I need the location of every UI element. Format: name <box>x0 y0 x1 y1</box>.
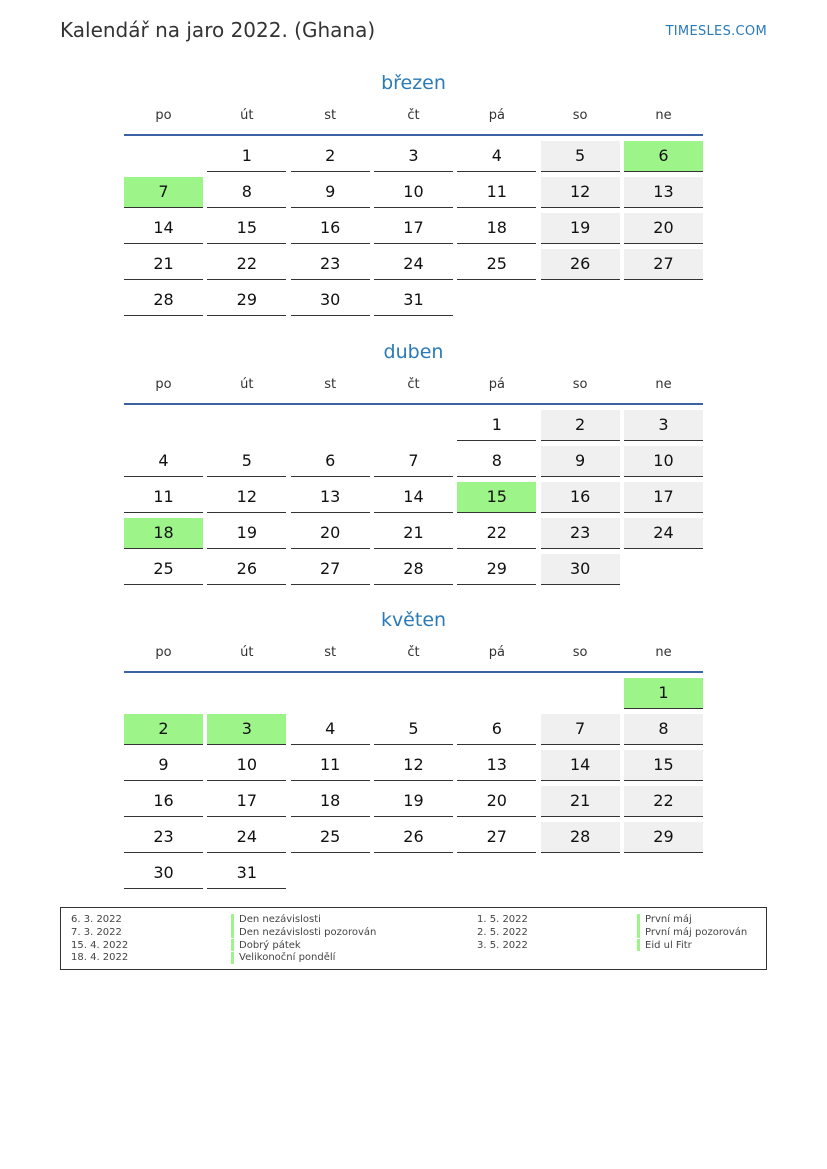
weekend-day-cell: 29 <box>624 822 703 853</box>
weekend-day-cell: 17 <box>624 482 703 513</box>
weekday-header <box>124 643 703 663</box>
empty-day-cell <box>124 410 203 441</box>
holiday-legend <box>60 907 767 970</box>
week-row <box>124 822 703 858</box>
weekend-day-cell: 8 <box>624 714 703 745</box>
weekday-label: čt <box>407 645 420 660</box>
legend-holiday-name: První máj <box>645 914 692 925</box>
legend-item <box>71 913 321 926</box>
day-cell: 4 <box>291 714 370 745</box>
holiday-color-marker <box>231 952 234 964</box>
holiday-day-cell: 18 <box>124 518 203 549</box>
day-cell: 28 <box>124 285 203 316</box>
legend-holiday-name: Eid ul Fitr <box>645 939 692 951</box>
weekend-day-cell: 9 <box>541 446 620 477</box>
legend-item <box>71 951 335 964</box>
empty-day-cell <box>374 858 453 889</box>
legend-date: 6. 3. 2022 <box>71 914 122 925</box>
day-cell: 5 <box>374 714 453 745</box>
weekend-day-cell: 28 <box>541 822 620 853</box>
day-cell: 7 <box>374 446 453 477</box>
site-link[interactable]: TIMESLES.COM <box>665 24 767 39</box>
day-cell: 12 <box>374 750 453 781</box>
month-name: květen <box>380 609 447 631</box>
empty-day-cell <box>624 858 703 889</box>
day-cell: 12 <box>207 482 286 513</box>
day-cell: 3 <box>374 141 453 172</box>
empty-day-cell <box>457 678 536 709</box>
weekend-day-cell: 24 <box>624 518 703 549</box>
day-cell: 17 <box>207 786 286 817</box>
header-divider <box>124 403 703 405</box>
week-row <box>124 858 703 894</box>
weekend-day-cell: 21 <box>541 786 620 817</box>
holiday-day-cell: 6 <box>624 141 703 172</box>
weekend-day-cell: 19 <box>541 213 620 244</box>
legend-date: 3. 5. 2022 <box>477 939 528 951</box>
day-cell: 18 <box>291 786 370 817</box>
week-row <box>124 141 703 177</box>
weekday-label: so <box>572 108 588 123</box>
day-cell: 25 <box>124 554 203 585</box>
weekday-label: st <box>324 377 337 392</box>
legend-date: 18. 4. 2022 <box>71 952 129 964</box>
legend-holiday-name: Dobrý pátek <box>239 939 301 951</box>
legend-holiday-name: První máj pozorován <box>645 926 748 938</box>
day-cell: 24 <box>207 822 286 853</box>
day-cell: 17 <box>374 213 453 244</box>
day-cell: 23 <box>124 822 203 853</box>
legend-item <box>71 926 376 939</box>
day-cell: 9 <box>124 750 203 781</box>
day-cell: 10 <box>207 750 286 781</box>
weekend-day-cell: 20 <box>624 213 703 244</box>
legend-holiday-name: Velikonoční pondělí <box>239 952 336 964</box>
week-row <box>124 518 703 554</box>
empty-day-cell <box>291 410 370 441</box>
day-cell: 4 <box>457 141 536 172</box>
empty-day-cell <box>541 678 620 709</box>
week-row <box>124 446 703 482</box>
legend-holiday-name: Den nezávislosti pozorován <box>239 926 377 938</box>
day-cell: 28 <box>374 554 453 585</box>
legend-date: 7. 3. 2022 <box>71 926 122 938</box>
month-block <box>124 68 703 321</box>
weekend-day-cell: 23 <box>541 518 620 549</box>
legend-item <box>477 926 747 939</box>
week-row <box>124 786 703 822</box>
month-block <box>124 337 703 590</box>
weekend-day-cell: 27 <box>624 249 703 280</box>
weekday-label: ne <box>655 377 672 392</box>
empty-day-cell <box>457 858 536 889</box>
weekend-day-cell: 5 <box>541 141 620 172</box>
day-cell: 21 <box>124 249 203 280</box>
week-row <box>124 714 703 750</box>
day-cell: 26 <box>374 822 453 853</box>
day-cell: 14 <box>124 213 203 244</box>
day-cell: 19 <box>207 518 286 549</box>
weekday-label: pá <box>488 377 505 392</box>
day-cell: 13 <box>291 482 370 513</box>
header-divider <box>124 134 703 136</box>
holiday-day-cell: 1 <box>624 678 703 709</box>
day-cell: 19 <box>374 786 453 817</box>
empty-day-cell <box>541 285 620 316</box>
day-cell: 2 <box>291 141 370 172</box>
day-cell: 1 <box>207 141 286 172</box>
day-cell: 20 <box>291 518 370 549</box>
weekday-label: po <box>155 108 172 123</box>
weekend-day-cell: 12 <box>541 177 620 208</box>
page-title: Kalendář na jaro 2022. (Ghana) <box>60 18 376 42</box>
day-cell: 31 <box>374 285 453 316</box>
weekend-day-cell: 16 <box>541 482 620 513</box>
empty-day-cell <box>291 678 370 709</box>
empty-day-cell <box>207 410 286 441</box>
weekday-label: st <box>324 108 337 123</box>
day-cell: 13 <box>457 750 536 781</box>
day-cell: 29 <box>207 285 286 316</box>
day-cell: 6 <box>291 446 370 477</box>
weekday-header <box>124 375 703 395</box>
week-row <box>124 482 703 518</box>
weekend-day-cell: 2 <box>541 410 620 441</box>
holiday-color-marker <box>637 914 640 926</box>
legend-holiday-name: Den nezávislosti <box>239 914 321 925</box>
weekend-day-cell: 15 <box>624 750 703 781</box>
month-name: duben <box>383 341 444 363</box>
weekend-day-cell: 30 <box>541 554 620 585</box>
day-cell: 29 <box>457 554 536 585</box>
week-row <box>124 410 703 446</box>
day-cell: 11 <box>457 177 536 208</box>
day-cell: 16 <box>124 786 203 817</box>
weekday-label: pá <box>488 108 505 123</box>
weekend-day-cell: 10 <box>624 446 703 477</box>
week-row <box>124 177 703 213</box>
day-cell: 6 <box>457 714 536 745</box>
weekday-label: út <box>240 108 254 123</box>
empty-day-cell <box>624 285 703 316</box>
weekend-day-cell: 14 <box>541 750 620 781</box>
month-block <box>124 605 703 894</box>
weekday-label: út <box>240 377 254 392</box>
weekend-day-cell: 3 <box>624 410 703 441</box>
week-row <box>124 678 703 714</box>
empty-day-cell <box>207 678 286 709</box>
week-row <box>124 285 703 321</box>
weekday-label: čt <box>407 377 420 392</box>
holiday-color-marker <box>231 926 234 938</box>
day-cell: 18 <box>457 213 536 244</box>
day-cell: 30 <box>291 285 370 316</box>
day-cell: 9 <box>291 177 370 208</box>
day-cell: 30 <box>124 858 203 889</box>
week-row <box>124 249 703 285</box>
day-cell: 22 <box>457 518 536 549</box>
empty-day-cell <box>124 141 203 172</box>
day-cell: 8 <box>457 446 536 477</box>
weekend-day-cell: 22 <box>624 786 703 817</box>
day-cell: 22 <box>207 249 286 280</box>
legend-date: 1. 5. 2022 <box>477 914 528 925</box>
holiday-day-cell: 15 <box>457 482 536 513</box>
weekday-label: ne <box>655 645 672 660</box>
header-divider <box>124 671 703 673</box>
weekday-label: so <box>572 645 588 660</box>
day-cell: 27 <box>457 822 536 853</box>
day-cell: 1 <box>457 410 536 441</box>
day-cell: 31 <box>207 858 286 889</box>
weekday-label: st <box>324 645 337 660</box>
day-cell: 11 <box>124 482 203 513</box>
day-cell: 4 <box>124 446 203 477</box>
weekday-label: pá <box>488 645 505 660</box>
empty-day-cell <box>624 554 703 585</box>
weekday-label: ne <box>655 108 672 123</box>
empty-day-cell <box>374 410 453 441</box>
legend-date: 2. 5. 2022 <box>477 926 528 938</box>
holiday-color-marker <box>231 914 234 926</box>
day-cell: 16 <box>291 213 370 244</box>
month-name: březen <box>381 72 446 94</box>
weekend-day-cell: 7 <box>541 714 620 745</box>
legend-item <box>71 939 301 952</box>
holiday-day-cell: 7 <box>124 177 203 208</box>
weekday-label: čt <box>407 108 420 123</box>
day-cell: 24 <box>374 249 453 280</box>
day-cell: 25 <box>291 822 370 853</box>
day-cell: 25 <box>457 249 536 280</box>
legend-item <box>477 913 692 926</box>
day-cell: 5 <box>207 446 286 477</box>
holiday-day-cell: 3 <box>207 714 286 745</box>
holiday-color-marker <box>637 926 640 938</box>
holiday-day-cell: 2 <box>124 714 203 745</box>
weekday-label: po <box>155 377 172 392</box>
weekend-day-cell: 26 <box>541 249 620 280</box>
empty-day-cell <box>291 858 370 889</box>
empty-day-cell <box>374 678 453 709</box>
legend-item <box>477 939 692 952</box>
week-row <box>124 750 703 786</box>
weekday-header <box>124 106 703 126</box>
day-cell: 10 <box>374 177 453 208</box>
week-row <box>124 554 703 590</box>
empty-day-cell <box>457 285 536 316</box>
week-row <box>124 213 703 249</box>
day-cell: 11 <box>291 750 370 781</box>
weekday-label: so <box>572 377 588 392</box>
day-cell: 15 <box>207 213 286 244</box>
day-cell: 27 <box>291 554 370 585</box>
day-cell: 20 <box>457 786 536 817</box>
weekday-label: út <box>240 645 254 660</box>
weekend-day-cell: 13 <box>624 177 703 208</box>
legend-date: 15. 4. 2022 <box>71 939 129 951</box>
day-cell: 14 <box>374 482 453 513</box>
day-cell: 26 <box>207 554 286 585</box>
weekday-label: po <box>155 645 172 660</box>
empty-day-cell <box>124 678 203 709</box>
day-cell: 23 <box>291 249 370 280</box>
holiday-color-marker <box>637 939 640 951</box>
holiday-color-marker <box>231 939 234 951</box>
day-cell: 8 <box>207 177 286 208</box>
empty-day-cell <box>541 858 620 889</box>
day-cell: 21 <box>374 518 453 549</box>
